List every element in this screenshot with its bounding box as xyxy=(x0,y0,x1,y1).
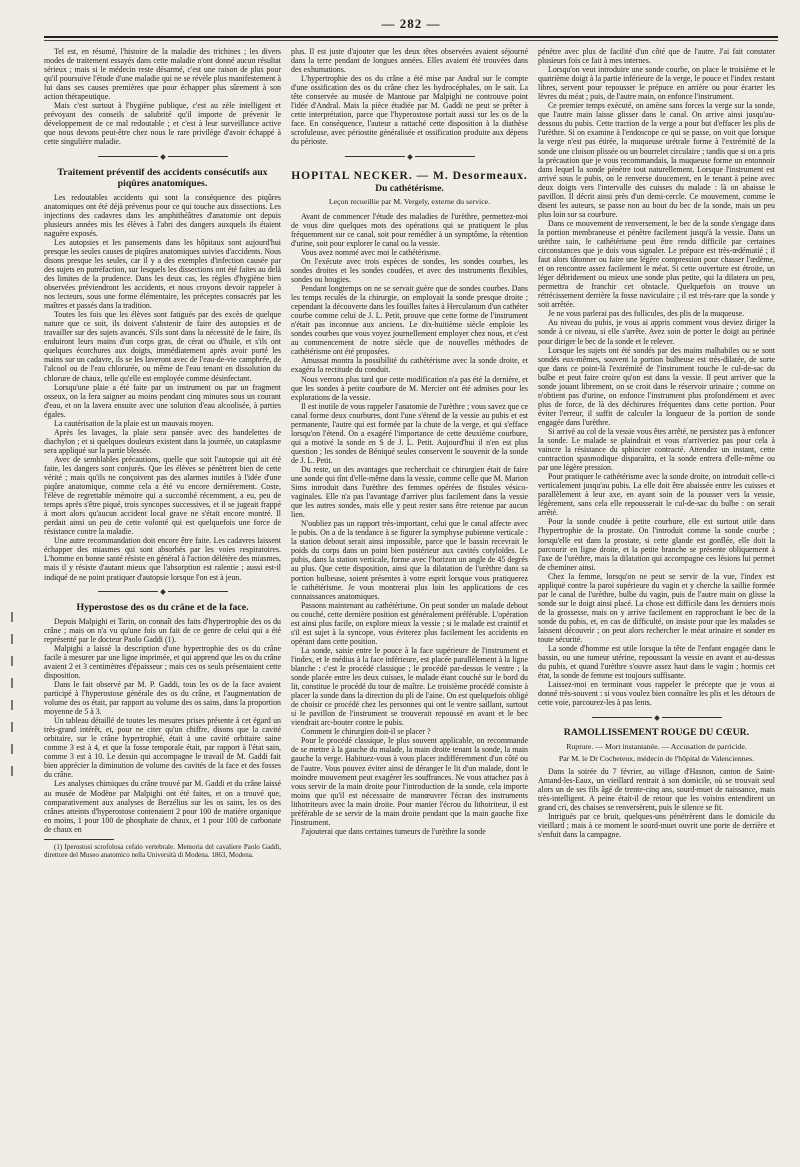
paragraph: Si arrivé au col de la vessie vous êtes arrêté, ne persistez pas à enfoncer la sonde. Le malade se plaindrait et vous n'arriveriez pas pour cela à vaincre la résistance du sphincter contracté. Attendez un instant, cette contraction spasmodique disparaîtra, et la sonde entrera d'elle-même ou par une légère pression. xyxy=(538,426,775,473)
paragraph: J'ajouterai que dans certaines tumeurs de l'urèthre la sonde xyxy=(301,826,486,836)
footnote: (1) Iperostosi scrofolosa cefalo vertebrale. Memoria del cavaliere Paolo Gaddi, direttore del Museo anatomico nella Università di Modena. 1863, Modena. xyxy=(44,842,281,859)
paragraph: Pour pratiquer le cathétérisme avec la sonde droite, on introduit celle-ci verticalement jusqu'au pubis. La elle doit être abaissée entre les cuisses et parallèlement à leur axe, en ayant soin de la pousser vers la vessie, légèrement, sans cela elle repousserait le cul-de-sac du bulbe : on serait arrêté. xyxy=(538,472,775,518)
byline: Par M. le Dr Cocheteux, médecin de l'hôpital de Valenciennes. xyxy=(558,753,755,763)
paragraph: Nous verrons plus tard que cette modification n'a pas été la dernière, et que les sondes à petite courbure de M. Mercier ont été admises pour les explorations de la vessie. xyxy=(291,374,528,402)
paragraph: Amussat montra la possibilité du cathétérisme avec la sonde droite, et exagéra la rectitude du conduit. xyxy=(291,356,528,375)
section-heading: Hyperostose des os du crâne et de la face. xyxy=(76,601,249,613)
paragraph: Tel est, en résumé, l'histoire de la maladie des trichines ; les divers modes de traitement essayés dans cette maladie n'ont donné aucun résultat sérieux ; mais si le médecin reste désarmé, c'est une raison de plus pour qu'il poursuive l'étude d'une maladie qui ne se révèle plus manifestement à lui dans ses causes premières que pour échapper plus sûrement à son action thérapeutique. xyxy=(44,47,281,102)
column-1 xyxy=(44,47,281,1162)
paragraph: On l'exécute avec trois espèces de sondes, les sondes courbes, les sondes droites et les sondes coudées, et avec des instruments flexibles, sondes ou bougies. xyxy=(291,256,528,284)
column-2 xyxy=(291,47,528,1162)
paragraph: Pour la sonde coudée à petite courbure, elle est surtout utile dans l'hypertrophie de la prostate. On l'introduit comme la sonde courbe ; lorsqu'elle est dans la prostate, si cette glande est gonflée, elle doit la parcourir en ligne droite, et la petite branche se présente obliquement à l'axe de l'urèthre, mais la dilatation qui accompagne ces lésions lui permet de cheminer ainsi. xyxy=(538,517,775,572)
paragraph: Il est inutile de vous rappeler l'anatomie de l'urèthre ; vous savez que ce canal forme deux courbures, dont l'une s'étend de la vessie au pubis et est permanente, l'autre qui est formée par la chute de la verge, et qui s'efface lorsqu'on l'étend. On a exagéré l'importance de cette deuxième courbure, qui a motivé la sonde en S de J. L. Petit. Aujourd'hui il n'en est plus question ; les sondes de Béniqué seules conservent le souvenir de la sonde de J. L. Petit. xyxy=(291,401,528,465)
header-rule xyxy=(44,36,778,38)
paragraph: Intrigués par ce bruit, quelques-uns pénétrèrent dans le domicile du vieillard ; mais à ce moment le sourd-muet ouvrit une porte de derrière et s'enfuit dans la campagne. xyxy=(538,811,775,839)
paragraph: Je ne vous parlerai pas des follicules, des plis de la muqueuse. xyxy=(548,309,745,319)
paragraph: L'hypertrophie des os du crâne a été mise par Andral sur le compte d'une ossification des os du crâne chez les hydrocéphales, on le sait. La tête conservée au musée de Mantoue par Malpighi ne controuve point l'idée d'Andral. Mais la pièce étudiée par M. Gaddi ne peut se prêter à cette interprétation, parce que l'hyperostose portait aussi sur les os de la face. En conséquence, l'auteur a rattaché cette disposition à la diathèse scrofuleuse, avec périostite généralisée et ossification produite aux dépens du périoste. xyxy=(291,74,528,147)
paragraph: Avant de commencer l'étude des maladies de l'urèthre, permettez-moi de vous dire quelques mots des opérations qui se pratiquent le plus fréquemment sur ce canal, soit pour remédier à un symptôme, la rétention d'urine, soit pour explorer le canal ou la vessie. xyxy=(291,211,528,248)
page-number: — 282 — xyxy=(381,16,441,31)
footnote-rule xyxy=(44,839,114,840)
paragraph: Pour le procédé classique, le plus souvent applicable, on recommande de se mettre à la gauche du malade, la main droite tenant la sonde, la main gauche la verge. Habituez-vous à vous placer indifféremment d'un côté ou de l'autre. Vous pouvez éviter ainsi de déranger le lit d'un malade, dont le moindre mouvement peut exagérer les souffrances. Ne vous attachez pas à vous servir de la main droite pour l'introduction de la sonde, cela importe moins que qu'il est nécessaire de manœuvrer l'écran des instruments lithotriteurs avec la main droite. Pour manier l'écrou du lithotriteur, il est préférable de se servir de la main droite pendant que la main gauche fixe l'instrument. xyxy=(291,736,528,827)
paragraph: Lorsqu'une plaie a été faite par un instrument ou par un fragment osseux, on la fera saigner au moins pendant cinq minutes sous un courant d'eau, et on la lavera ensuite avec une solution d'eau alcoolisée, à parties égales. xyxy=(44,382,281,419)
paragraph: Après les lavages, la plaie sera pansée avec des bandelettes de diachylon ; et si quelques douleurs existent dans la journée, un cataplasme sera appliqué sur la partie blessée. xyxy=(44,427,281,455)
paragraph: Lorsque les sujets ont été sondés par des mains malhabiles ou se sont sondés eux-mêmes, souvent la portion bulbeuse est très-dilatée, de sorte que dans ce point-là l'extrémité de l'instrument touche le cul-de-sac du bulbe et peut faire croire qu'on est dans la vessie. Il peut arriver que la sonde jouant librement, on se croit dans le réservoir urinaire ; comme on n'obtient pas d'urine, on enfonce l'instrument plus profondément et avec plus de force, de là des déchirures fréquentes dans cette portion. Pour éviter l'erreur, il suffit de calculer la longueur de la portion de sonde engagée dans l'urèthre. xyxy=(538,345,775,427)
paragraph: pénètre avec plus de facilité d'un côté que de l'autre. J'ai fait constater plusieurs fois ce fait à mes internes. xyxy=(538,47,775,66)
column-3 xyxy=(538,47,775,1162)
section-separator xyxy=(44,587,281,596)
columns xyxy=(44,47,778,1162)
section-separator xyxy=(44,152,281,161)
paragraph: Au niveau du pubis, je vous ai appris comment vous deviez diriger la sonde à ce niveau, si elle s'arrête. Avez soin de porter le doigt au périnée pour diriger le bec de la sonde et le relever. xyxy=(538,318,775,346)
paragraph: Chez la femme, lorsqu'on ne peut se servir de la vue, l'index est appliqué contre la paroi supérieure du vagin et y cherche la saillie formée par le canal de l'urèthre, bulbe du vagin, puis de l'autre main on glisse la sonde sur le doigt ainsi placé. La chose est difficile dans les derniers mois de la grossesse, mais on y arrive facilement en rapprochant le bec de la sonde du pubis, et, en cas de difficulté, on insiste pour que les malades se laissent découvrir ; on peut alors rechercher le méat urinaire et sonder en toute sécurité. xyxy=(538,571,775,645)
paragraph: La sonde d'homme est utile lorsque la tête de l'enfant engagée dans le bassin, ou une tumeur utérine, repoussant la vessie en avant et au-dessus du pubis, et quand l'urèthre s'ouvre assez haut dans le vagin ; hormis cet état, la sonde de femme est toujours suffisante. xyxy=(538,644,775,681)
paragraph: Les redoutables accidents qui sont la conséquence des piqûres anatomiques ont été déjà prévenus pour ce qui touche aux dissections. Les injections des cadavres dans les amphithéâtres d'anatomie ont depuis plusieurs années mis les élèves à l'abri des dangers auxquels ils étaient naguère exposés. xyxy=(44,192,281,238)
paragraph: Depuis Malpighi et Tarin, on connaît des faits d'hypertrophie des os du crâne ; mais on n'a vu qu'une fois un fait de ce genre de celui qui a été représenté par le docteur Paolo Gaddi (1). xyxy=(44,616,281,644)
section-heading: Traitement préventif des accidents consécutifs aux piqûres anatomiques. xyxy=(57,166,268,189)
paragraph: Les analyses chimiques du crâne trouvé par M. Gaddi et du crâne laissé au musée de Modène par Malpighi ont été faites, et on a trouvé que, comparativement aux analyses de Berzélius sur les os sains, les os des crânes atteints d'hyperostose contenaient 2 pour 100 de matière organique en moins, 1 pour 100 de phosphate de chaux, et 1 pour 100 de carbonate de chaux en xyxy=(44,779,281,834)
paragraph: Laissez-moi en terminant vous rappeler le précepte que je vous ai donné très-souvent : si vous voulez bien connaître les plis et les détours de cette voie, parcourez-les à pas lents. xyxy=(538,680,775,708)
section-heading: HOPITAL NECKER. — M. Desormeaux. xyxy=(291,169,528,182)
paragraph: Malpighi a laissé la description d'une hypertrophie des os du crâne facile à mesurer par une ligne imprimée, et qui apprend que les os du crâne avaient 2 et 3 centimètres d'épaisseur ; mais ces os seuls présentaient cette disposition. xyxy=(44,643,281,680)
paragraph: La sonde, saisie entre le pouce à la face supérieure de l'instrument et l'index, et le médius à la face inférieure, est placée parallèlement à la ligne blanche : c'est le procédé classique ; le procédé par-dessus le ventre ; la sonde placée entre les deux cuisses, le malade étant couché sur le bord du lit, constitue le procédé du tour de maître. Le troisième procédé consiste à placer la sonde dans la direction du pli de l'aine. On est quelquefois obligé de choisir ce procédé chez les personnes qui ont le ventre saillant, surtout si le pavillon de l'instrument se trouverait repoussé en avant et le bec viendrait arc-bouter contre le pubis. xyxy=(291,645,528,728)
paragraph: Ce premier temps exécuté, on amène sans forces la verge sur la sonde, que l'autre main laisse glisser dans le canal. On arrive ainsi jusqu'au-dessous du pubis. Cette traction de la verge a pour but d'effacer les plis de l'urèthre. Si on examine à l'endoscope ce qui se passe, on voit que lorsque la verge n'est pas étirée, la muqueuse urétrale forme à l'extrémité de la sonde une cloison plissée ou un bourrelet circulaire ; tandis que si on a pris la précaution que je vous recommandais, la muqueuse forme un entonnoir dans lequel la sonde pénètre tout naturellement. Lorsque l'instrument est arrivé sous le pubis, on le renverse doucement, en le tenant à peine avec deux doigts vers l'intervalle des cuisses du malade : là on abaisse le pavillon. Il décrit ainsi près d'un demi-cercle. Ce mouvement, comme le disent les auteurs, se passe non au bout du bec de la sonde, mais un peu plus loin sur sa courbure. xyxy=(538,101,775,219)
byline: Leçon recueillie par M. Vergely, externe du service. xyxy=(328,196,491,206)
paragraph: Passons maintenant au cathétérisme. On peut sonder un malade debout ou couché, cette dernière position est généralement préférable. L'opération est ainsi plus facile, on explore mieux la vessie ; si le malade est craintif et s'il est sujet à la syncope, vous éviterez plus facilement les accidents en opérant dans cette position. xyxy=(291,600,528,646)
paragraph: N'oubliez pas un rapport très-important, celui que le canal affecte avec le pubis. On a de la tendance à se figurer la symphyse pubienne verticale : la station debout serait ainsi impossible, parce que le bassin recevrait le poids du corps dans un point bien postérieur aux cavités cotyloïdes. Le pubis, dans la station verticale, forme avec l'horizon un angle de 45 degrés au plus. Que cette disposition, ainsi que la dilatation de l'urèthre dans sa portion bulbeuse, soient présentes à votre esprit lorsque vous pratiquerez le cathétérisme. Je vous montrerai plus loin les applications de ces connaissances anatomiques. xyxy=(291,519,528,601)
paragraph: Un tableau détaillé de toutes les mesures prises présente à cet égard un très-grand intérêt, et, pour ne citer qu'un chiffre, disons que la cavité orbitaire, sur le crâne hypertrophié, était à une cavité orbitaire saine comme 3 est à 4, et que la fosse temporale était, par rapport à l'état sain, comme 3 est à 10. Le dessin qui accompagne le travail de M. Gaddi fait bien apprécier la diminution de volume des cavités de la face et des fosses du crâne. xyxy=(44,716,281,780)
section-separator xyxy=(538,712,775,721)
paragraph: plus. Il est juste d'ajouter que les deux têtes observées avaient séjourné dans la terre pendant de longues années. Elles avaient été trouvées dans des exhumations. xyxy=(291,47,528,75)
header-rule-thin xyxy=(44,40,778,41)
paragraph: Avec de semblables précautions, quelle que soit l'autopsie qui ait été faite, les dangers sont conjurés. Que les élèves se pénètrent bien de cette vérité ; mais qu'ils ne conçoivent pas des alarmes inutiles à l'idée d'une piqûre anatomique, comme cela a été vu encore dernièrement. Coste, l'élève de regrettable mémoire qui a succombé récemment, a eu, peu de temps après s'être piqué, trois syncopes successives, et il se jugeait frappé à mort alors qu'aucun accident local grave ne s'était encore montré. Il perdait ainsi un peu de cette volonté qui est quelquefois une force de résistance contre la maladie. xyxy=(44,454,281,537)
paragraph: Dans le fait observé par M. P. Gaddi, tous les os de la face avaient participé à l'hyperostose générale des os du crâne, et l'augmentation de volume des os était, par rapport au volume des os sains, dans la proportion moyenne de 5 à 3. xyxy=(44,679,281,717)
paragraph: Dans la soirée du 7 février, au village d'Hasnon, canton de Saint-Amand-les-Eaux, un vieillard rentrait à son domicile, où se trouvait seul alors un de ses fils âgé de trente-cinq ans, sourd-muet de naissance, mais très-intelligent. A peine était-il de retour que les voisins entendirent un grand cri, des chaises se renversèrent, puis le silence se fit. xyxy=(538,766,775,812)
paragraph: La cautérisation de la plaie est un mauvais moyen. xyxy=(54,418,214,428)
paragraph: Vous avez nommé avec moi le cathétérisme. xyxy=(301,247,441,257)
paragraph: Comment le chirurgien doit-il se placer ? xyxy=(301,727,431,737)
paragraph: Toutes les fois que les élèves sont fatigués par des excès de quelque nature que ce soit, ils doivent s'abstenir de faire des autopsies et de travailler sur des sujets avancés. S'ils sont dans la nécessité de le faire, ils enduiront leurs mains d'un corps gras, de cérat ou d'huile, et s'ils ont quelques écorchures aux doigts, immédiatement après avoir porté les mains sur un cadavre, ils se les laveront avec de l'eau-de-vie camphrée, de l'alcool ou de l'eau chlorurée, ou même de l'eau tenant en dissolution du chlorure de chaux, telle qu'elle est employée comme désinfectant. xyxy=(44,310,281,383)
paragraph: Du reste, un des avantages que recherchait ce chirurgien était de faire une sonde qui tînt d'elle-même dans la vessie, comme celle que M. Marion Sims introduit dans l'urèthre des femmes opérées de fistules vésico-vaginales. Elle n'a pas l'avantage d'arriver plus facilement dans la vessie que les autres sondes, mais elle y peut rester sans être retenue par aucun lien. xyxy=(291,464,528,520)
paragraph: Pendant longtemps on ne se servait guère que de sondes courbes. Dans les temps reculés de la chirurgie, on employait la sonde presque droite ; cependant la découverte dans les fouilles faites à Herculanum d'un cathéter courbe comme celui de J. L. Petit, prouve que cette forme de l'instrument n'était pas inconnue aux anciens. Le dix-huitième siècle emploie les sondes courbes que vous voyez journellement employer chez nous, et c'est au commencement de notre siècle que de nouvelles méthodes de cathétérisme ont été proposées. xyxy=(291,284,528,357)
paragraph: Une autre recommandation doit encore être faite. Les cadavres laissent échapper des miasmes qui sont absorbés par les voies respiratoires. L'homme en bonne santé résiste en général à l'action délétère des miasmes, mais il y résiste d'autant mieux que l'absorption est ralentie ; aussi est-il indiqué de ne point pratiquer d'autopsie lorsque l'on est à jeun. xyxy=(44,536,281,582)
binding-marks xyxy=(8,600,16,776)
section-subheading: Du cathétérisme. xyxy=(375,183,444,194)
section-heading: RAMOLLISSEMENT ROUGE DU CŒUR. xyxy=(563,727,750,739)
paragraph: Lorsqu'on veut introduire une sonde courbe, on place le troisième et le quatrième doigt à la partie inférieure de la verge, le pouce et l'index restant libres, servent pour repousser le prépuce en arrière ou pour écarter les lèvres du méat ; puis, de l'autre main, on enfonce l'instrument. xyxy=(538,65,775,102)
section-separator xyxy=(291,152,528,161)
section-subheading: Rupture. — Mort instantanée. — Accusation de parricide. xyxy=(566,742,747,752)
paragraph: Mais c'est surtout à l'hygiène publique, c'est au zèle intelligent et prévoyant des conseils de salubrité qu'il importe de prévenir le développement de ce mal redoutable ; et c'est à leur surveillance active que nous devons peut-être chez nous le rare privilège d'avoir échappé à cette singulière maladie. xyxy=(44,101,281,147)
paragraph: Dans ce mouvement de renversement, le bec de la sonde s'engage dans la portion membraneuse et pénètre facilement jusqu'à la vessie. Dans un urèthre sain, le cathétérisme peut être rendu difficile par certaines circonstances que je dois vous signaler. Le prépuce est très-œdématié ; il faut alors tâtonner ou faire une légère compression pour chasser l'œdème, et on rencontre assez facilement le méat. Si cette ouverture est étroite, un léger débridement ou mieux une sonde plus petite, qui la dilatera un peu, permettra de franchir cet obstacle. Quelquefois on trouve un rétrécissement derrière la fosse naviculaire ; il est très-rare que la sonde y soit arrêtée. xyxy=(538,218,775,310)
paragraph: Les autopsies et les pansements dans les hôpitaux sont aujourd'hui presque les seules causes de piqûres anatomiques suivies d'accidents. Nous disons presque les seules, car il y a des exemples d'infection causée par des sujets en putréfaction, sur lesquels les dissections ont été faites au delà des limites de la prudence. Dans les deux cas, les règles d'hygiène bien observées préviendront les accidents, et nous croyons devoir rappeler à nos lecteurs, sous une forme élémentaire, les préceptes consacrés par les maîtres et passés dans la tradition. xyxy=(44,237,281,311)
